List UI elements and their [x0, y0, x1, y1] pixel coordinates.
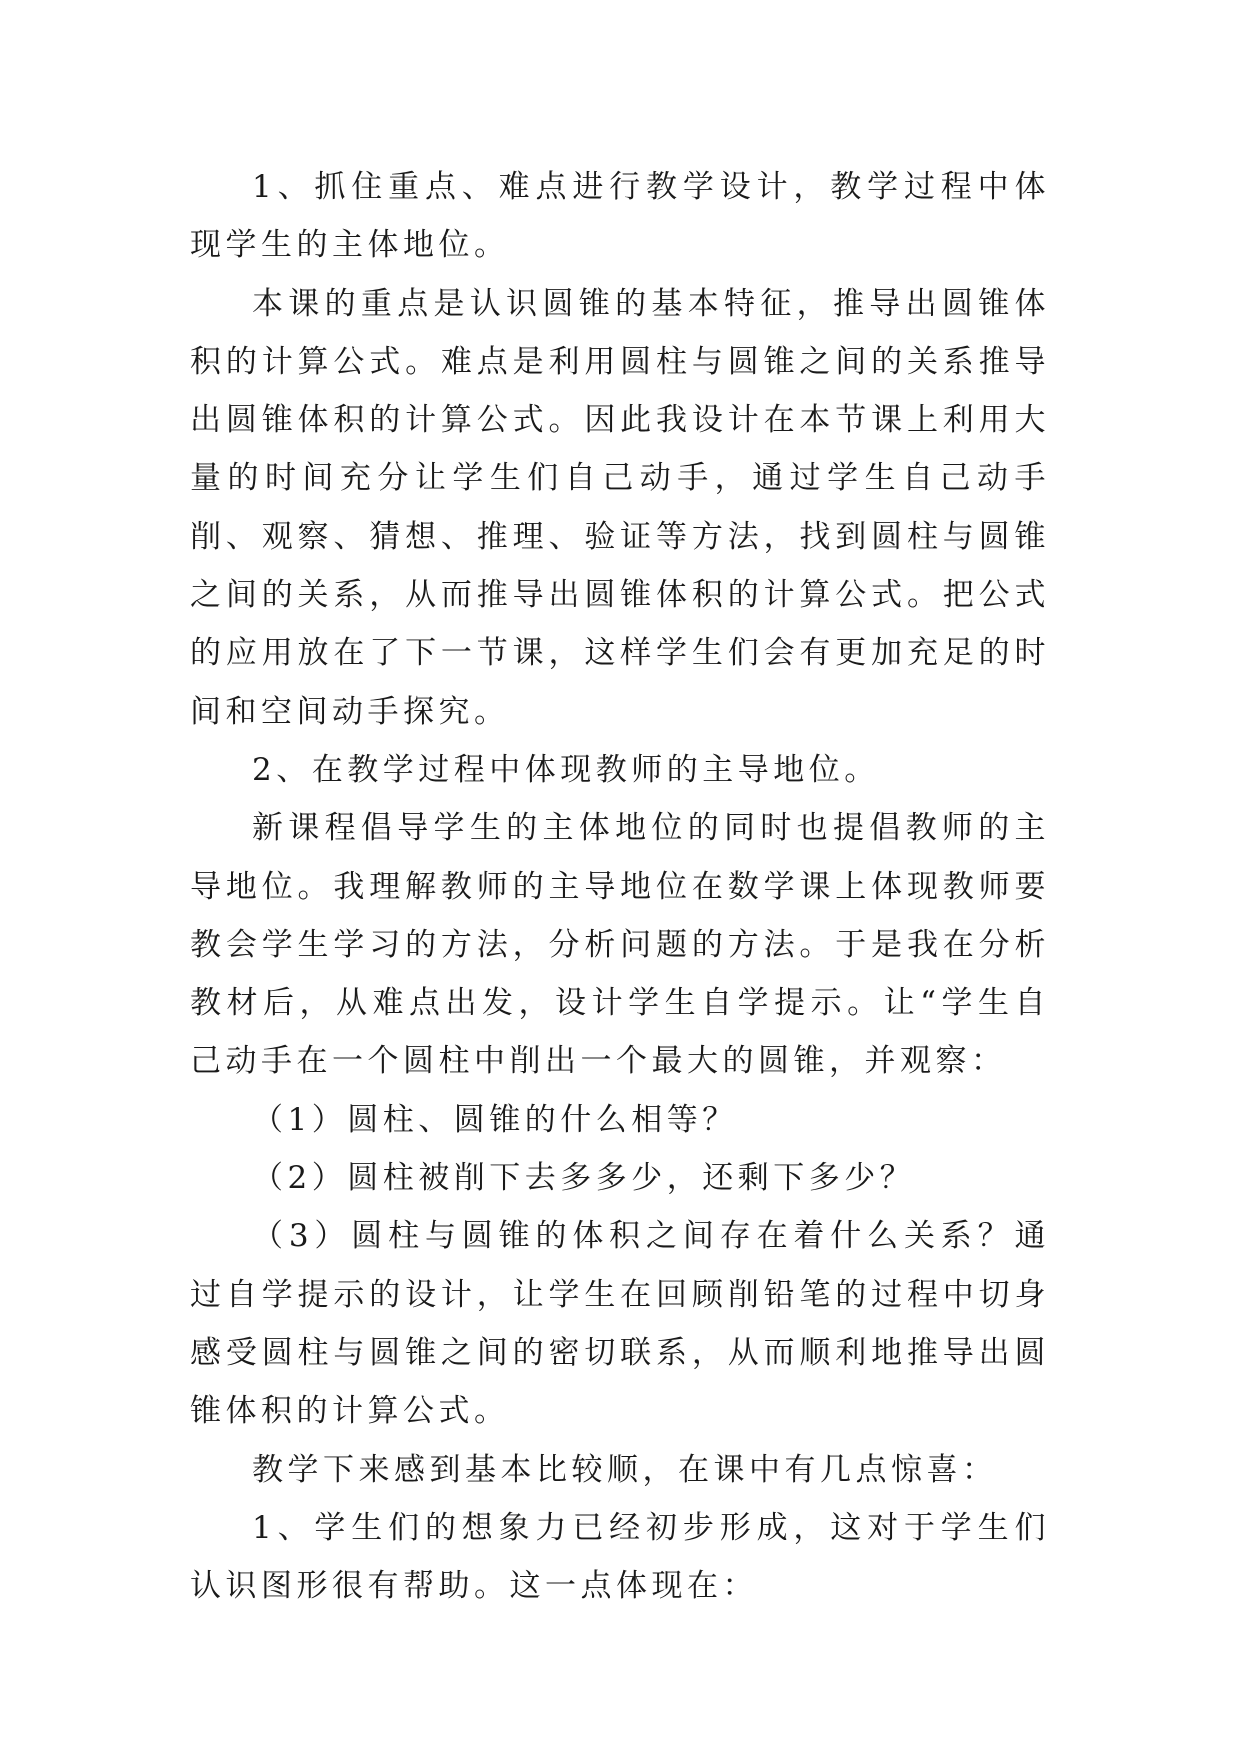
document-body — [190, 158, 1050, 1615]
paragraph-question-1: （1）圆柱、圆锥的什么相等？ — [252, 1101, 738, 1138]
paragraph-teacher-role: 新课程倡导学生的主体地位的同时也提倡教师的主导地位。我理解教师的主导地位在数学课上体现教师要教会学生学习的方法，分析问题的方法。于是我在分析教材后，从难点出发，设计学生自学提示。让“学生自己动手在一个圆柱中削出一个最大的圆锥，并观察： — [190, 810, 1050, 1080]
paragraph-point-2-heading: 2、在教学过程中体现教师的主导地位。 — [252, 751, 880, 788]
paragraph-key-points: 本课的重点是认识圆锥的基本特征，推导出圆锥体积的计算公式。难点是利用圆柱与圆锥之间的关系推导出圆锥体积的计算公式。因此我设计在本节课上利用大量的时间充分让学生们自己动手，通过学生自己动手削、观察、猜想、推理、验证等方法，找到圆柱与圆锥之间的关系，从而推导出圆锥体积的计算公式。把公式的应用放在了下一节课，这样学生们会有更加充足的时间和空间动手探究。 — [190, 285, 1050, 730]
paragraph-question-3: （3）圆柱与圆锥的体积之间存在着什么关系？通过自学提示的设计，让学生在回顾削铅笔的过程中切身感受圆柱与圆锥之间的密切联系，从而顺利地推导出圆锥体积的计算公式。 — [190, 1218, 1050, 1430]
paragraph-point-1-heading: 1、抓住重点、难点进行教学设计，教学过程中体现学生的主体地位。 — [190, 169, 1050, 264]
paragraph-question-2: （2）圆柱被削下去多多少，还剩下多少？ — [252, 1160, 916, 1197]
paragraph-reflection-intro: 教学下来感到基本比较顺，在课中有几点惊喜： — [252, 1451, 998, 1488]
paragraph-surprise-1: 1、学生们的想象力已经初步形成，这对于学生们认识图形很有帮助。这一点体现在： — [190, 1509, 1050, 1605]
